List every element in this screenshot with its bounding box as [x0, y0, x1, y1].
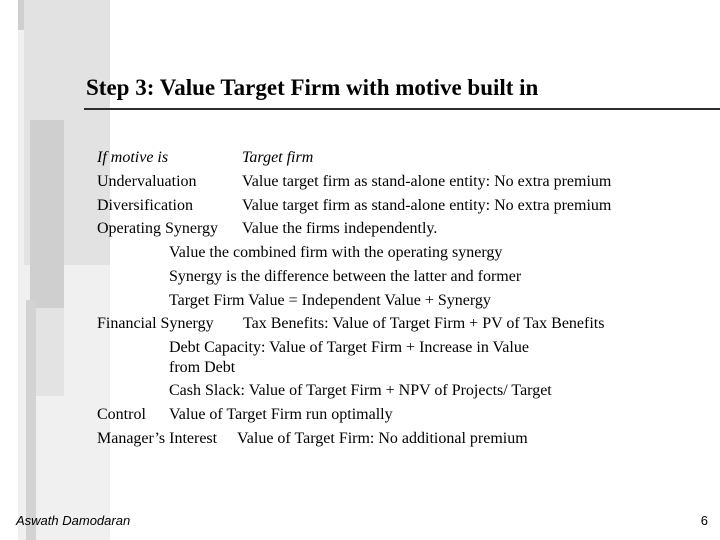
operating-line-3: Synergy is the difference between the latter and former — [169, 268, 522, 285]
decor-bar-dark — [30, 120, 64, 308]
page-title: Step 3: Value Target Firm with motive built in — [86, 75, 539, 100]
row-financial-synergy — [97, 314, 605, 334]
financial-line-2: Debt Capacity: Value of Target Firm + Increase in Value — [169, 339, 529, 356]
header-right: Target firm — [242, 149, 314, 166]
operating-line-2: Value the combined firm with the operating synergy — [169, 244, 503, 261]
decor-bar-edge — [18, 0, 24, 30]
operating-line-4: Target Firm Value = Independent Value + Synergy — [169, 292, 491, 309]
row-operating-synergy — [97, 219, 438, 239]
row-text: Value target firm as stand-alone entity: No extra premium — [242, 173, 612, 190]
financial-line-4: Cash Slack: Value of Target Firm + NPV of Projects/ Target — [169, 382, 552, 399]
row-text: Value target firm as stand-alone entity: No extra premium — [242, 197, 612, 214]
row-text: Value of Target Firm run optimally — [169, 406, 393, 423]
row-text: Value the firms independently. — [242, 220, 438, 237]
row-undervaluation — [97, 172, 612, 192]
page-number: 6 — [700, 513, 708, 528]
header-left: If motive is — [97, 149, 169, 166]
header-row — [97, 148, 314, 168]
row-label: Diversification — [97, 197, 193, 214]
decor-bar-small — [36, 308, 64, 396]
row-label: Manager’s Interest — [97, 430, 218, 447]
row-control — [97, 405, 393, 425]
row-text: Value of Target Firm: No additional premium — [237, 430, 528, 447]
decor-bar-thin — [26, 300, 36, 540]
row-label: Financial Synergy — [97, 315, 214, 332]
row-managers-interest — [97, 429, 528, 449]
title-divider — [84, 108, 720, 110]
footer-author: Aswath Damodaran — [16, 513, 131, 528]
row-label: Control — [97, 406, 146, 423]
row-text: Tax Benefits: Value of Target Firm + PV of Tax Benefits — [243, 315, 605, 332]
row-label: Undervaluation — [97, 173, 197, 190]
row-label: Operating Synergy — [97, 220, 219, 237]
financial-line-3: from Debt — [169, 359, 236, 376]
row-diversification — [97, 196, 612, 216]
